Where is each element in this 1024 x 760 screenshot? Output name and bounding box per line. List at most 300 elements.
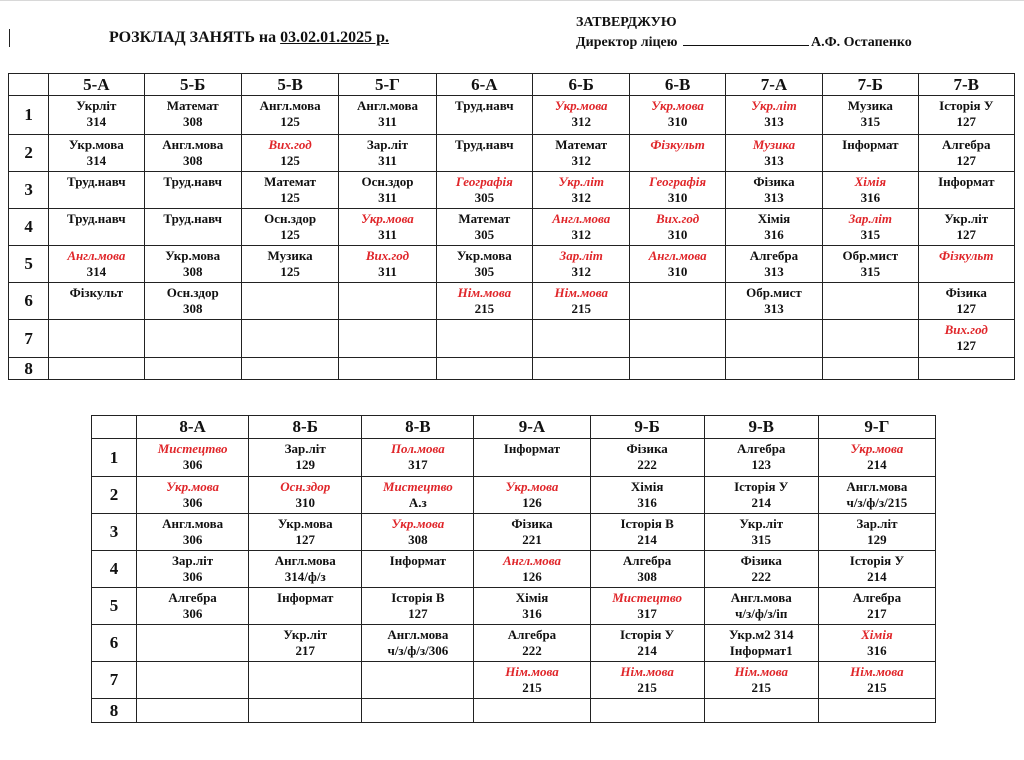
room-text: 217 [295, 643, 315, 658]
lesson-number: 3 [92, 514, 137, 551]
room-text: 308 [182, 264, 203, 279]
lesson-cell [474, 588, 590, 625]
subject-text: Географія [455, 174, 513, 189]
subject-text: Зар.літ [172, 553, 214, 568]
subject-text: Фізкульт [939, 248, 994, 263]
lesson-cell [436, 209, 532, 246]
lesson-cell [630, 96, 725, 135]
class-header: 7-В [918, 74, 1014, 96]
lesson-row [9, 246, 1015, 283]
room-text: 312 [571, 227, 591, 242]
lesson-cell [474, 439, 590, 477]
lesson-row [9, 283, 1015, 320]
lesson-cell [823, 358, 918, 380]
subject-text: Хімія [757, 211, 791, 226]
lesson-cell [823, 172, 918, 209]
lesson-cell [725, 172, 822, 209]
lesson-row [9, 135, 1015, 172]
lesson-cell [362, 551, 474, 588]
subject-text: Хімія [515, 590, 549, 605]
subject-text: Обр.мист [842, 248, 899, 263]
subject-text: Інформат [938, 174, 995, 189]
room-text: 311 [378, 114, 397, 129]
class-header: 6-Б [533, 74, 630, 96]
lesson-row [92, 662, 936, 699]
lesson-cell [241, 172, 338, 209]
lesson-number: 7 [9, 320, 49, 358]
room-text: 308 [182, 301, 203, 316]
lesson-cell [590, 662, 704, 699]
lesson-cell [137, 588, 249, 625]
subject-text: Математ [264, 174, 317, 189]
room-text: 305 [474, 227, 495, 242]
header-row [9, 74, 1015, 96]
room-text: 129 [295, 457, 315, 472]
lesson-cell [362, 439, 474, 477]
subject-text: Труд.навч [67, 211, 126, 226]
lesson-cell [49, 172, 144, 209]
class-header: 7-Б [823, 74, 918, 96]
room-text: 126 [522, 569, 542, 584]
room-text: 308 [182, 153, 203, 168]
lesson-cell [533, 209, 630, 246]
subject-text: Фізика [945, 285, 987, 300]
lesson-cell [704, 439, 818, 477]
lesson-cell [818, 514, 935, 551]
lesson-cell [918, 320, 1014, 358]
class-header: 5-А [49, 74, 144, 96]
room-text: 221 [522, 532, 542, 547]
room-text: 215 [751, 680, 771, 695]
subject-text: Укр.літ [751, 98, 797, 113]
subject-text: Труд.навч [67, 174, 126, 189]
lesson-cell [704, 699, 818, 723]
room-text: 306 [182, 457, 203, 472]
lesson-cell [823, 209, 918, 246]
subject-text: Укр.мова [277, 516, 333, 531]
director-label: Директор ліцею [576, 35, 678, 50]
class-header: 5-Г [339, 74, 436, 96]
lesson-cell [241, 320, 338, 358]
lesson-cell [818, 699, 935, 723]
lesson-cell [144, 320, 241, 358]
lesson-cell [725, 283, 822, 320]
subject-text: Мистецтво [382, 479, 453, 494]
lesson-cell [49, 246, 144, 283]
subject-text: Вих.год [944, 322, 988, 337]
lesson-cell [704, 551, 818, 588]
lesson-cell [704, 477, 818, 514]
subject-text: Фізика [753, 174, 795, 189]
subject-text: Укр.мова [391, 516, 445, 531]
subject-text: Труд.навч [163, 211, 223, 226]
room-text: 313 [764, 264, 784, 279]
subject-text: Нім.мова [734, 664, 788, 679]
lesson-row [9, 358, 1015, 380]
subject-text: Зар.літ [284, 441, 326, 456]
lesson-cell [590, 439, 704, 477]
title-prefix: РОЗКЛАД ЗАНЯТЬ на [109, 29, 281, 46]
subject-text: Англ.мова [67, 248, 126, 263]
lesson-cell [630, 320, 725, 358]
lesson-cell [339, 358, 436, 380]
room-text: 314/ф/з [284, 569, 326, 584]
subject-text: Інформат [503, 441, 561, 456]
room-text: 127 [295, 532, 315, 547]
class-header: 6-В [630, 74, 725, 96]
subject-text: Осн.здор [166, 285, 219, 300]
subject-text: Англ.мова [502, 553, 562, 568]
subject-text: Інформат [842, 137, 899, 152]
room-text: 214 [751, 495, 771, 510]
room-text: ч/з/ф/з/306 [387, 643, 449, 658]
room-text: 313 [764, 153, 784, 168]
class-header: 9-А [474, 416, 590, 439]
lesson-cell [339, 283, 436, 320]
subject-text: Історія В [620, 516, 674, 531]
lesson-cell [725, 96, 822, 135]
corner-cell [92, 416, 137, 439]
lesson-cell [918, 283, 1014, 320]
room-text: 215 [637, 680, 657, 695]
lesson-cell [436, 96, 532, 135]
subject-text: Алгебра [507, 627, 557, 642]
lesson-cell [241, 135, 338, 172]
subject-text: Нім.мова [505, 664, 559, 679]
lesson-row [92, 625, 936, 662]
lesson-row [9, 320, 1015, 358]
subject-text: Укр.мова [505, 479, 559, 494]
lesson-cell [474, 699, 590, 723]
room-text: 317 [408, 457, 428, 472]
subject-text: Нім.мова [620, 664, 674, 679]
lesson-cell [725, 135, 822, 172]
class-header: 8-А [137, 416, 249, 439]
room-text: 315 [860, 264, 881, 279]
lesson-cell [137, 699, 249, 723]
lesson-cell [362, 662, 474, 699]
lesson-row [92, 477, 936, 514]
subject-text: Укр.мова [456, 248, 512, 263]
subject-text: Нім.мова [457, 285, 512, 300]
room-text: 125 [280, 114, 300, 129]
subject-text: Вих.год [365, 248, 410, 263]
room-text: ч/з/ф/з/іп [735, 606, 788, 621]
lesson-cell [249, 514, 362, 551]
lesson-number: 3 [9, 172, 49, 209]
lesson-cell [339, 246, 436, 283]
lesson-row [92, 514, 936, 551]
lesson-number: 6 [9, 283, 49, 320]
lesson-cell [818, 477, 935, 514]
room-text: 126 [522, 495, 542, 510]
subject-text: Англ.мова [259, 98, 321, 113]
lesson-cell [823, 96, 918, 135]
lesson-cell [818, 588, 935, 625]
room-text: 214 [637, 643, 657, 658]
lesson-cell [725, 246, 822, 283]
room-text: 222 [751, 569, 771, 584]
room-text: 316 [764, 227, 784, 242]
lesson-row [92, 588, 936, 625]
lesson-number: 8 [92, 699, 137, 723]
lesson-number: 6 [92, 625, 137, 662]
lesson-cell [630, 246, 725, 283]
lesson-number: 4 [92, 551, 137, 588]
lesson-cell [818, 439, 935, 477]
lesson-cell [533, 135, 630, 172]
lesson-cell [725, 320, 822, 358]
lesson-row [92, 439, 936, 477]
lesson-cell [436, 246, 532, 283]
room-text: 215 [571, 301, 591, 316]
lesson-number: 7 [92, 662, 137, 699]
title-date: 03.02.01.2025 р. [280, 29, 390, 46]
room-text: 125 [280, 153, 300, 168]
lesson-cell [137, 625, 249, 662]
subject-text: Осн.здор [264, 211, 317, 226]
lesson-cell [474, 625, 590, 662]
room-text: 316 [867, 643, 887, 658]
room-text: 222 [522, 643, 542, 658]
room-text: 317 [637, 606, 657, 621]
room-text: 129 [867, 532, 887, 547]
room-text: 314 [86, 114, 107, 129]
subject-text: Алгебра [852, 590, 902, 605]
lesson-cell [249, 477, 362, 514]
lesson-row [92, 699, 936, 723]
lesson-cell [630, 135, 725, 172]
subject-text: Мистецтво [612, 590, 682, 605]
subject-text: Хімія [854, 174, 887, 189]
director-line [576, 33, 912, 53]
class-header: 9-В [704, 416, 818, 439]
lesson-cell [339, 172, 436, 209]
subject-text: Алгебра [168, 590, 217, 605]
lesson-cell [474, 477, 590, 514]
lesson-cell [241, 96, 338, 135]
room-text: 125 [280, 264, 300, 279]
lesson-cell [249, 662, 362, 699]
lesson-cell [533, 283, 630, 320]
room-text: 316 [637, 495, 657, 510]
lesson-cell [704, 662, 818, 699]
lesson-cell [533, 320, 630, 358]
lesson-number: 8 [9, 358, 49, 380]
room-text: 311 [378, 190, 397, 205]
subject-text: Укр.мова [361, 211, 414, 226]
room-text: 310 [667, 190, 688, 205]
room-text: 314 [86, 153, 107, 168]
room-text: 214 [637, 532, 657, 547]
lesson-cell [630, 172, 725, 209]
subject-text: Обр.мист [746, 285, 802, 300]
lesson-cell [436, 135, 532, 172]
room-text: 127 [956, 338, 977, 353]
subject-text: Укр.літ [283, 627, 328, 642]
page-top-rule [0, 0, 1024, 1]
class-header: 6-А [436, 74, 532, 96]
room-text: 310 [667, 264, 688, 279]
corner-cell [9, 74, 49, 96]
room-text: 214 [867, 457, 887, 472]
subject-text: Англ.мова [730, 590, 792, 605]
subject-text: Англ.мова [648, 248, 707, 263]
subject-text: Музика [752, 137, 796, 152]
lesson-cell [818, 662, 935, 699]
lesson-cell [137, 514, 249, 551]
subject-text: Укр.мова [651, 98, 704, 113]
lesson-cell [362, 588, 474, 625]
lesson-cell [362, 477, 474, 514]
subject-text: Музика [267, 248, 313, 263]
subject-text: Історія У [734, 479, 789, 494]
subject-text: Алгебра [622, 553, 672, 568]
subject-text: Математ [555, 137, 608, 152]
lesson-cell [241, 358, 338, 380]
lesson-cell [590, 588, 704, 625]
room-text: 306 [182, 495, 203, 510]
class-header: 9-Г [818, 416, 935, 439]
room-text: 305 [474, 264, 495, 279]
room-text: 127 [956, 114, 977, 129]
page-title [109, 29, 389, 47]
room-text: 315 [860, 114, 881, 129]
lesson-cell [725, 358, 822, 380]
lesson-cell [137, 662, 249, 699]
room-text: 310 [667, 227, 688, 242]
lesson-cell [249, 439, 362, 477]
director-name: А.Ф. Остапенко [810, 35, 912, 50]
subject-text: Математ [458, 211, 511, 226]
lesson-cell [339, 135, 436, 172]
lesson-cell [49, 358, 144, 380]
lesson-row [9, 172, 1015, 209]
subject-text: Інформат [389, 553, 447, 568]
subject-text: Англ.мова [552, 211, 611, 226]
lesson-cell [144, 135, 241, 172]
lesson-cell [590, 514, 704, 551]
lesson-cell [704, 588, 818, 625]
lesson-cell [144, 283, 241, 320]
subject-text: Хімія [861, 627, 893, 642]
lesson-cell [249, 588, 362, 625]
subject-text: Зар.літ [848, 211, 892, 226]
subject-text: Музика [847, 98, 893, 113]
lesson-cell [823, 320, 918, 358]
lesson-cell [144, 246, 241, 283]
subject-text: Пол.мова [390, 441, 445, 456]
room-text: 311 [378, 227, 397, 242]
class-header: 5-Б [144, 74, 241, 96]
room-text: 311 [378, 153, 397, 168]
lesson-cell [436, 283, 532, 320]
subject-text: Географія [649, 174, 707, 189]
subject-text: Мистецтво [157, 441, 228, 456]
room-text: 315 [751, 532, 771, 547]
subject-text: Нім.мова [554, 285, 608, 300]
subject-text: Англ.мова [387, 627, 449, 642]
room-text: 306 [182, 532, 203, 547]
subject-text: Алгебра [749, 248, 799, 263]
lesson-cell [339, 209, 436, 246]
room-text: 222 [637, 457, 657, 472]
lesson-cell [137, 477, 249, 514]
subject-text: Труд.навч [163, 174, 223, 189]
subject-text: Інформат [277, 590, 334, 605]
lesson-cell [144, 96, 241, 135]
subject-text: Історія У [620, 627, 675, 642]
lesson-row [9, 209, 1015, 246]
room-text: 127 [956, 153, 977, 168]
lesson-cell [630, 358, 725, 380]
subject-text: Фізкульт [650, 137, 705, 152]
subject-text: Труд.навч [455, 98, 514, 113]
room-text: 217 [867, 606, 887, 621]
class-header: 7-А [725, 74, 822, 96]
lesson-number: 5 [9, 246, 49, 283]
room-text: 308 [408, 532, 428, 547]
lesson-number: 1 [9, 96, 49, 135]
lesson-row [92, 551, 936, 588]
lesson-cell [918, 96, 1014, 135]
lesson-cell [823, 283, 918, 320]
lesson-cell [339, 320, 436, 358]
subject-text: Укр.літ [944, 211, 989, 226]
subject-text: Фізика [626, 441, 668, 456]
subject-text: Хімія [630, 479, 664, 494]
class-header: 8-Б [249, 416, 362, 439]
lesson-cell [241, 246, 338, 283]
lesson-cell [49, 283, 144, 320]
room-text: 306 [182, 606, 203, 621]
lesson-cell [241, 283, 338, 320]
subject-text: Укр.літ [739, 516, 784, 531]
subject-text: Укр.літ [558, 174, 604, 189]
lesson-cell [823, 135, 918, 172]
lesson-cell [249, 699, 362, 723]
lesson-number: 5 [92, 588, 137, 625]
subject-text: Укр.мова [68, 137, 124, 152]
subject-text: Укр.мова [850, 441, 904, 456]
lesson-cell [436, 320, 532, 358]
room-text: 127 [408, 606, 428, 621]
lesson-row [9, 96, 1015, 135]
lesson-cell [630, 283, 725, 320]
lesson-cell [474, 514, 590, 551]
room-text: 311 [378, 264, 397, 279]
subject-text: Укр.м2 314 [728, 627, 794, 642]
room-text: 125 [280, 227, 300, 242]
lesson-number: 2 [92, 477, 137, 514]
header-row [92, 416, 936, 439]
room-text: 316 [860, 190, 881, 205]
lesson-cell [533, 172, 630, 209]
lesson-cell [362, 514, 474, 551]
room-text: 125 [280, 190, 300, 205]
subject-text: Нім.мова [850, 664, 904, 679]
lesson-cell [918, 172, 1014, 209]
lesson-cell [144, 209, 241, 246]
room-text: Інформат1 [729, 643, 793, 658]
subject-text: Зар.літ [366, 137, 409, 152]
approve-label: ЗАТВЕРДЖУЮ [576, 15, 677, 30]
room-text: 313 [764, 114, 784, 129]
lesson-cell [362, 699, 474, 723]
lesson-cell [590, 477, 704, 514]
text-cursor [9, 29, 10, 47]
room-text: 214 [867, 569, 887, 584]
